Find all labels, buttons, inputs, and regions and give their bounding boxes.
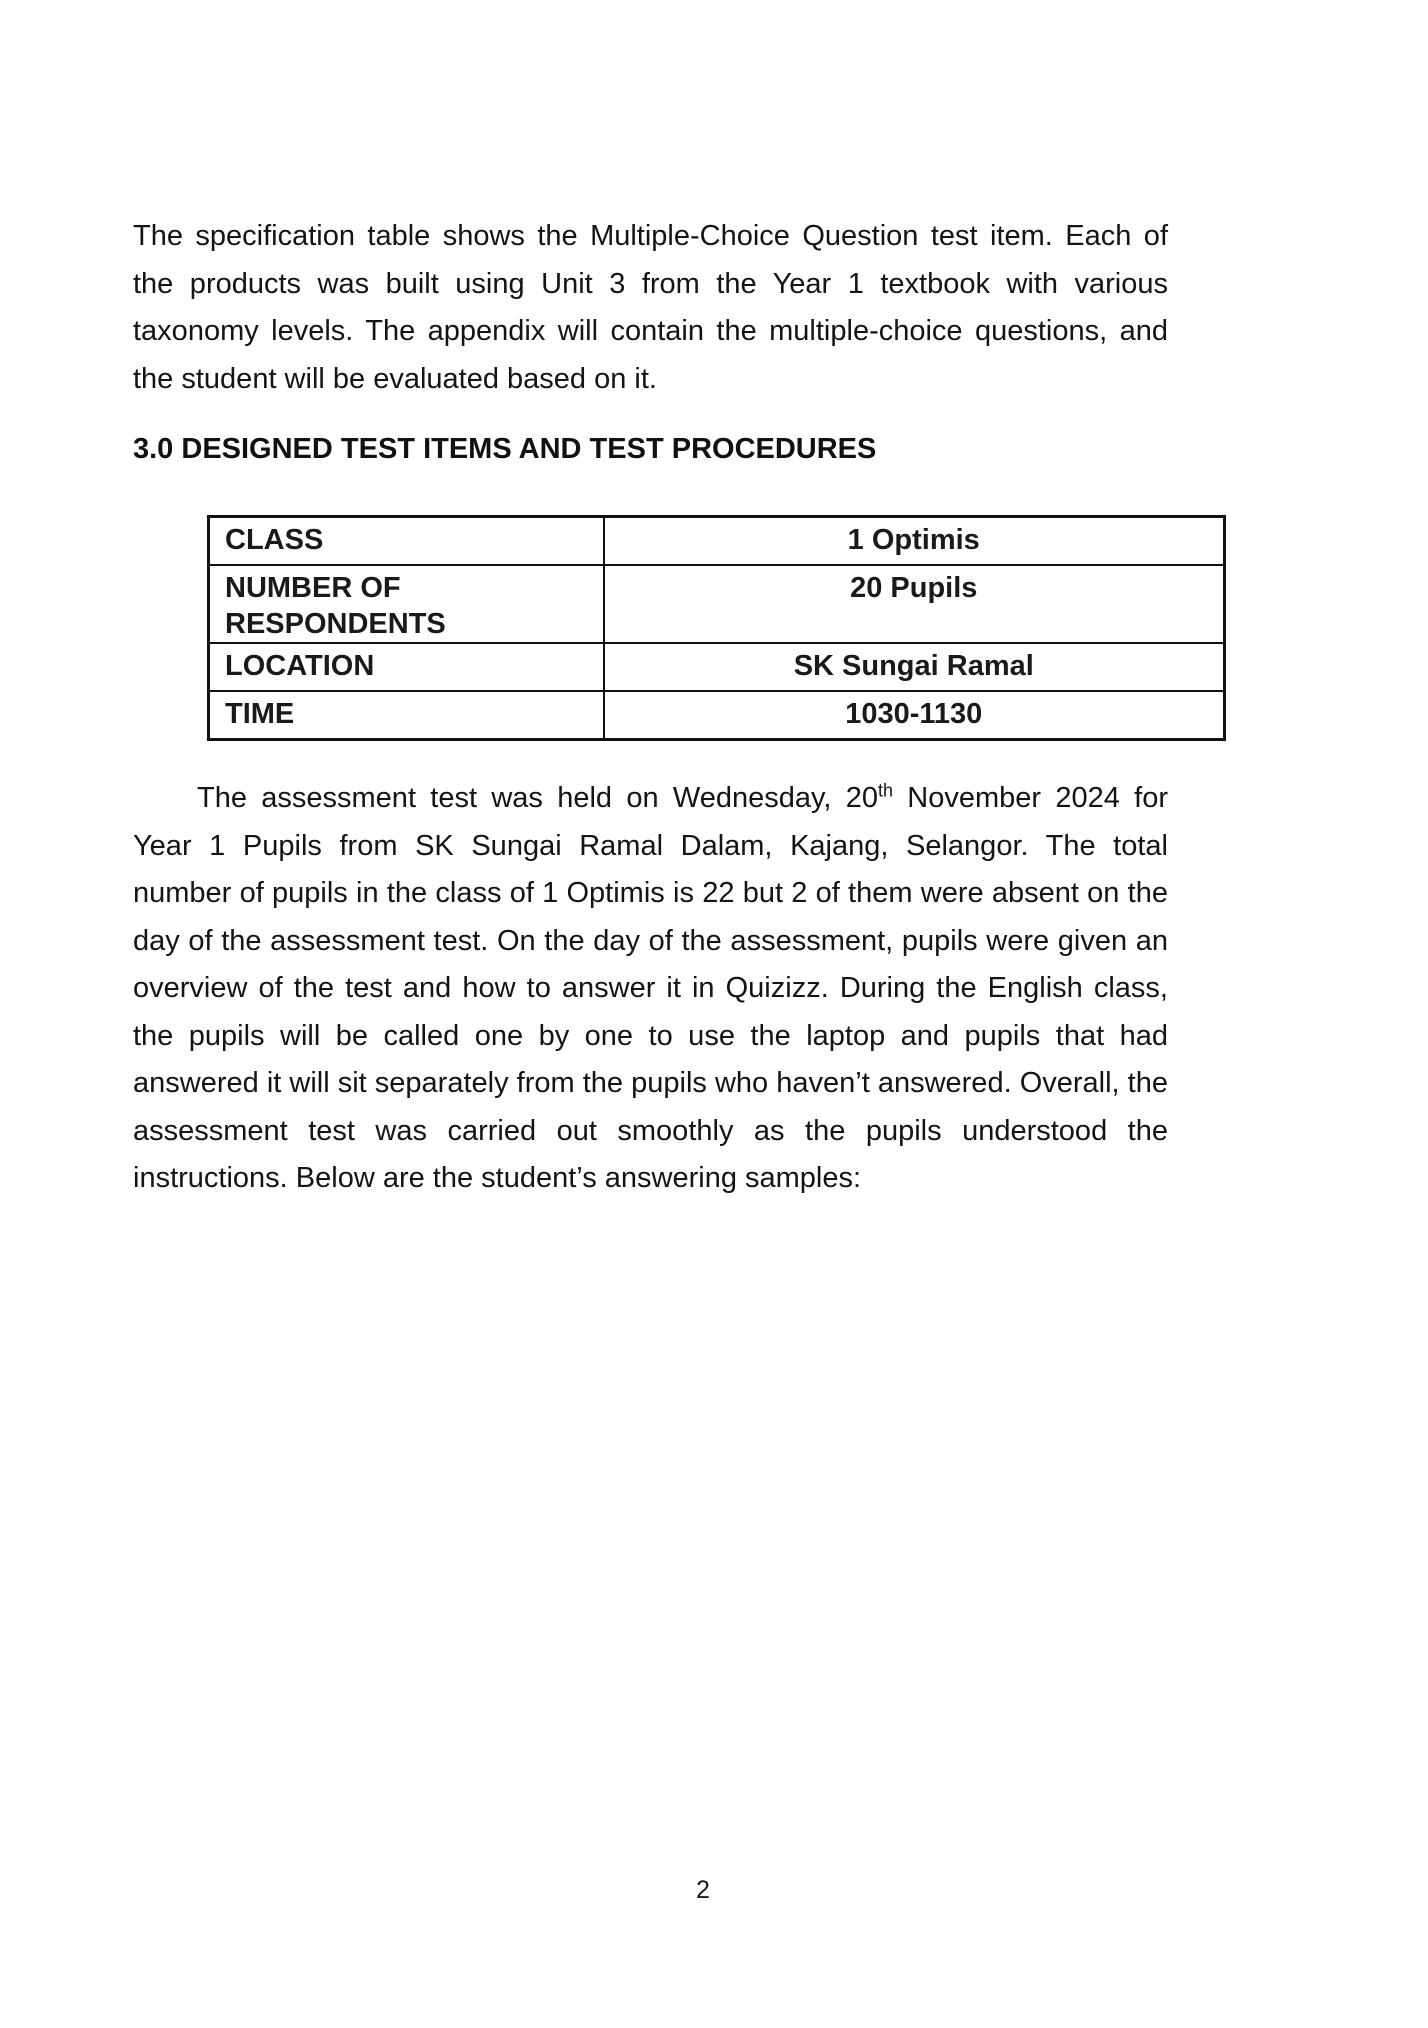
paragraph-intro: The specification table shows the Multiple-Choice Question test item. Each of the products was built using Unit 3 from the Year 1 textbook with various taxonomy levels. The appendix will contain the multiple-choice questions, and the student will be evaluated based on it. bbox=[133, 220, 1168, 395]
row-value: 1 Optimis bbox=[604, 517, 1225, 566]
table-row-location bbox=[209, 643, 1225, 691]
row-label: NUMBER OF RESPONDENTS bbox=[209, 565, 604, 643]
table-row-class bbox=[209, 517, 1225, 566]
table-row-time bbox=[209, 691, 1225, 740]
table-row-respondents bbox=[209, 565, 1225, 643]
section-heading: 3.0 DESIGNED TEST ITEMS AND TEST PROCEDURES bbox=[133, 433, 877, 465]
paragraph-procedure bbox=[133, 775, 1168, 1203]
row-label: TIME bbox=[209, 691, 604, 740]
paragraph-procedure-text-before: The assessment test was held on Wednesday, 20 bbox=[197, 782, 878, 814]
row-label: LOCATION bbox=[209, 643, 604, 691]
row-value: 20 Pupils bbox=[604, 565, 1225, 643]
row-value: 1030-1130 bbox=[604, 691, 1225, 740]
row-label: CLASS bbox=[209, 517, 604, 566]
test-info-table bbox=[207, 515, 1226, 741]
page-number: 2 bbox=[696, 1876, 710, 1904]
paragraph-procedure-text-after: November 2024 for Year 1 Pupils from SK Sungai Ramal Dalam, Kajang, Selangor. The total number of pupils in the class of 1 Optimis is 22 but 2 of them were absent on the day of the assessment test. On the day of the assessment, pupils were given an overview of the test and how to answer it in Quizizz. During the English class, the pupils will be called one by one to use the laptop and pupils that had answered it will sit separately from the pupils who haven’t answered. Overall, the assessment test was carried out smoothly as the pupils understood the instructions. Below are the student’s answering samples: bbox=[133, 782, 1168, 1194]
row-value: SK Sungai Ramal bbox=[604, 643, 1225, 691]
superscript-ordinal: th bbox=[877, 780, 893, 801]
